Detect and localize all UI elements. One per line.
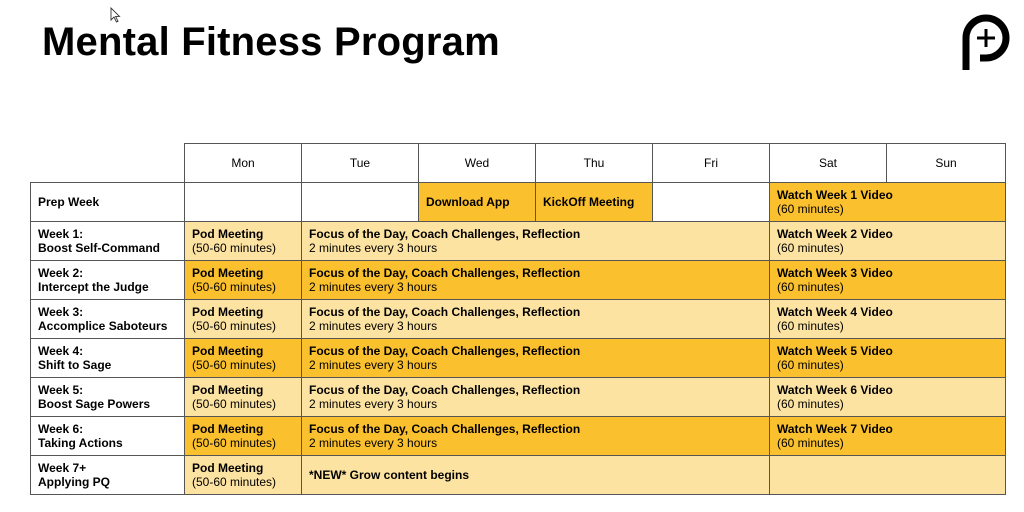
mouse-cursor-icon xyxy=(110,7,122,23)
week-label xyxy=(31,300,185,339)
pod-meeting-cell xyxy=(185,417,302,456)
pod-meeting-duration: (50-60 minutes) xyxy=(192,319,277,333)
video-duration: (60 minutes) xyxy=(777,319,844,333)
video-duration: (60 minutes) xyxy=(777,202,844,216)
week-5-row xyxy=(31,378,1006,417)
pod-meeting-cell xyxy=(185,261,302,300)
download-app-cell: Download App xyxy=(419,183,536,222)
daily-activities-title: Focus of the Day, Coach Challenges, Reflection xyxy=(309,227,581,241)
week-2-row xyxy=(31,261,1006,300)
week-label xyxy=(31,222,185,261)
pod-meeting-cell xyxy=(185,222,302,261)
week-number: Week 2: xyxy=(38,266,84,280)
week-label: Prep Week xyxy=(31,183,185,222)
daily-activities-duration: 2 minutes every 3 hours xyxy=(309,358,438,372)
pod-meeting-cell xyxy=(185,339,302,378)
daily-activities-duration: 2 minutes every 3 hours xyxy=(309,280,438,294)
week-number: Week 3: xyxy=(38,305,84,319)
pod-meeting-title: Pod Meeting xyxy=(192,422,264,436)
daily-activities-duration: 2 minutes every 3 hours xyxy=(309,436,438,450)
daily-activities-title: Focus of the Day, Coach Challenges, Reflection xyxy=(309,344,581,358)
daily-activities-cell xyxy=(302,417,770,456)
grow-content-cell: *NEW* Grow content begins xyxy=(302,456,770,495)
schedule-table xyxy=(30,143,1006,495)
kickoff-meeting-cell: KickOff Meeting xyxy=(536,183,653,222)
pod-meeting-duration: (50-60 minutes) xyxy=(192,358,277,372)
video-title: Watch Week 3 Video xyxy=(777,266,893,280)
week-number: Week 6: xyxy=(38,422,84,436)
weekend-video-cell xyxy=(770,417,1006,456)
weekend-video-cell xyxy=(770,183,1006,222)
week-theme: Boost Sage Powers xyxy=(38,397,151,411)
daily-activities-duration: 2 minutes every 3 hours xyxy=(309,397,438,411)
pod-meeting-title: Pod Meeting xyxy=(192,344,264,358)
week-theme: Accomplice Saboteurs xyxy=(38,319,168,333)
video-title: Watch Week 7 Video xyxy=(777,422,893,436)
week-number: Week 7+ xyxy=(38,461,87,475)
pod-meeting-title: Pod Meeting xyxy=(192,227,264,241)
week-1-row xyxy=(31,222,1006,261)
pod-meeting-title: Pod Meeting xyxy=(192,461,264,475)
week-theme: Shift to Sage xyxy=(38,358,112,372)
week-3-row xyxy=(31,300,1006,339)
week-4-row xyxy=(31,339,1006,378)
day-header-tue: Tue xyxy=(302,144,419,183)
pod-meeting-duration: (50-60 minutes) xyxy=(192,436,277,450)
daily-activities-cell xyxy=(302,378,770,417)
weekend-empty-cell xyxy=(770,456,1006,495)
page-title: Mental Fitness Program xyxy=(42,20,500,64)
week-theme: Taking Actions xyxy=(38,436,123,450)
day-header-wed: Wed xyxy=(419,144,536,183)
week-label xyxy=(31,339,185,378)
daily-activities-title: Focus of the Day, Coach Challenges, Reflection xyxy=(309,266,581,280)
week-label xyxy=(31,456,185,495)
week-number: Week 5: xyxy=(38,383,84,397)
week-label xyxy=(31,261,185,300)
pod-meeting-cell xyxy=(185,300,302,339)
video-duration: (60 minutes) xyxy=(777,280,844,294)
prep-week-row xyxy=(31,183,1006,222)
pod-meeting-duration: (50-60 minutes) xyxy=(192,280,277,294)
pod-meeting-duration: (50-60 minutes) xyxy=(192,475,277,489)
daily-activities-title: Focus of the Day, Coach Challenges, Reflection xyxy=(309,305,581,319)
video-duration: (60 minutes) xyxy=(777,436,844,450)
daily-activities-title: Focus of the Day, Coach Challenges, Reflection xyxy=(309,383,581,397)
daily-activities-cell xyxy=(302,222,770,261)
video-title: Watch Week 4 Video xyxy=(777,305,893,319)
week-7-row xyxy=(31,456,1006,495)
weekend-video-cell xyxy=(770,261,1006,300)
pod-meeting-duration: (50-60 minutes) xyxy=(192,241,277,255)
week-label xyxy=(31,378,185,417)
weekend-video-cell xyxy=(770,222,1006,261)
prep-tue-cell xyxy=(302,183,419,222)
video-title: Watch Week 5 Video xyxy=(777,344,893,358)
pod-meeting-title: Pod Meeting xyxy=(192,305,264,319)
pod-meeting-cell xyxy=(185,378,302,417)
pq-logo-icon xyxy=(958,12,1016,72)
daily-activities-duration: 2 minutes every 3 hours xyxy=(309,241,438,255)
weekend-video-cell xyxy=(770,339,1006,378)
week-number: Week 1: xyxy=(38,227,84,241)
week-6-row xyxy=(31,417,1006,456)
day-header-fri: Fri xyxy=(653,144,770,183)
weekend-video-cell xyxy=(770,300,1006,339)
pod-meeting-cell xyxy=(185,456,302,495)
video-title: Watch Week 2 Video xyxy=(777,227,893,241)
week-theme: Applying PQ xyxy=(38,475,110,489)
day-header-sat: Sat xyxy=(770,144,887,183)
daily-activities-cell xyxy=(302,339,770,378)
header-row xyxy=(31,144,1006,183)
daily-activities-cell xyxy=(302,261,770,300)
pod-meeting-title: Pod Meeting xyxy=(192,383,264,397)
day-header-sun: Sun xyxy=(887,144,1006,183)
video-duration: (60 minutes) xyxy=(777,397,844,411)
pod-meeting-duration: (50-60 minutes) xyxy=(192,397,277,411)
video-duration: (60 minutes) xyxy=(777,241,844,255)
day-header-mon: Mon xyxy=(185,144,302,183)
prep-mon-cell xyxy=(185,183,302,222)
corner-cell xyxy=(31,144,185,183)
video-title: Watch Week 6 Video xyxy=(777,383,893,397)
video-duration: (60 minutes) xyxy=(777,358,844,372)
prep-fri-cell xyxy=(653,183,770,222)
video-title: Watch Week 1 Video xyxy=(777,188,893,202)
pod-meeting-title: Pod Meeting xyxy=(192,266,264,280)
daily-activities-cell xyxy=(302,300,770,339)
week-theme: Boost Self-Command xyxy=(38,241,161,255)
week-number: Week 4: xyxy=(38,344,84,358)
week-label xyxy=(31,417,185,456)
day-header-thu: Thu xyxy=(536,144,653,183)
weekend-video-cell xyxy=(770,378,1006,417)
daily-activities-duration: 2 minutes every 3 hours xyxy=(309,319,438,333)
daily-activities-title: Focus of the Day, Coach Challenges, Reflection xyxy=(309,422,581,436)
week-theme: Intercept the Judge xyxy=(38,280,149,294)
